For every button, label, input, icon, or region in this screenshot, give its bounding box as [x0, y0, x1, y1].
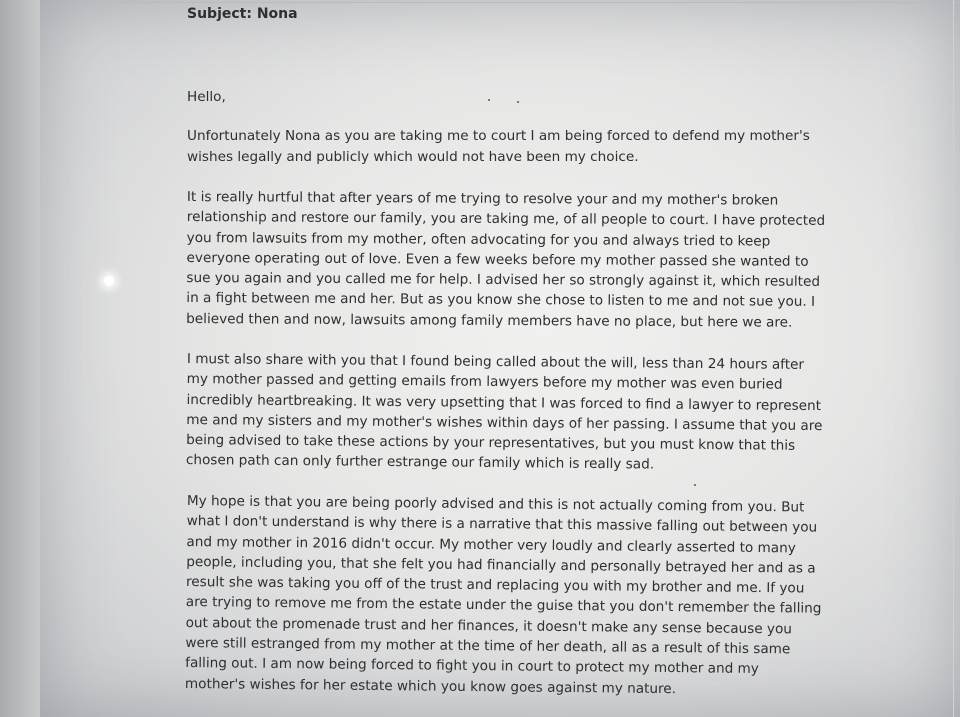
text-line: It is really hurtful that after years of me trying to resolve your and my mother's broken: [186, 188, 779, 209]
email-message: [184, 5, 867, 697]
text-line: falling out. I am now being forced to fight you in court to protect my mother and my: [185, 655, 759, 678]
text-line: wishes legally and publicly which would not have been my choice.: [187, 148, 639, 165]
text-line: relationship and restore our family, you are taking me, of all people to court. I have protected: [186, 209, 826, 230]
text-line: and my mother in 2016 didn't occur. My mother very loudly and clearly asserted to many: [186, 533, 796, 556]
text-line: my mother passed and getting emails from lawyers before my mother was even buried: [186, 371, 783, 393]
text-line: me and my sisters and my mother's wishes within days of her passing. I assume that you are: [186, 411, 823, 434]
text-line: being advised to take these actions by your representatives, but you must know that this: [186, 432, 796, 454]
text-line: I must also share with you that I found being called about the will, less than 24 hours after: [186, 350, 805, 373]
email-paragraph: [186, 187, 867, 333]
text-line: what I don't understand is why there is a narrative that this massive falling out between you: [186, 513, 818, 536]
text-line: mother's wishes for her estate which you know goes against my nature.: [184, 675, 677, 697]
text-line: My hope is that you are being poorly advised and this is not actually coming from you. But: [186, 492, 805, 516]
text-line: sue you again and you called me for help. I advised her so strongly against it, which resulted: [186, 270, 821, 290]
header-divider: [120, 2, 960, 3]
text-line: Unfortunately Nona as you are taking me to court I am being forced to defend my mother's: [187, 128, 810, 145]
text-line: chosen path can only further estrange our family which is really sad.: [185, 452, 655, 473]
text-line: result she was taking you off of the trust and replacing you with my brother and me. If you: [185, 573, 805, 597]
light-glare: [104, 276, 114, 286]
text-line: people, including you, that she felt you had financially and personally betrayed her and as a: [186, 553, 816, 577]
text-line: in a fight between me and her. But as you know she chose to listen to me and not sue you. I: [186, 290, 816, 311]
email-paragraph: [186, 349, 867, 477]
text-line: were still estranged from my mother at the time of her death, all as a result of this same: [185, 634, 791, 658]
text-line: out about the promenade trust and her finances, it doesn't make any sense because you: [185, 614, 793, 637]
text-line: incredibly heartbreaking. It was very upsetting that I was forced to find a lawyer to represent: [186, 391, 822, 414]
text-line: everyone operating out of love. Even a few weeks before my mother passed she wanted to: [186, 249, 809, 270]
email-greeting: Hello,: [187, 89, 226, 105]
window-edge: [953, 0, 954, 717]
monitor-bezel: [0, 0, 40, 717]
email-paragraph: [185, 491, 867, 701]
email-paragraph: [187, 126, 867, 167]
text-line: are trying to remove me from the estate under the guise that you don't remember the falling: [185, 594, 822, 617]
email-subject: Subject: Nona: [187, 6, 298, 22]
text-line: believed then and now, lawsuits among family members have no place, but here we are.: [186, 310, 793, 331]
text-line: you from lawsuits from my mother, often advocating for you and always tried to keep: [186, 229, 771, 250]
